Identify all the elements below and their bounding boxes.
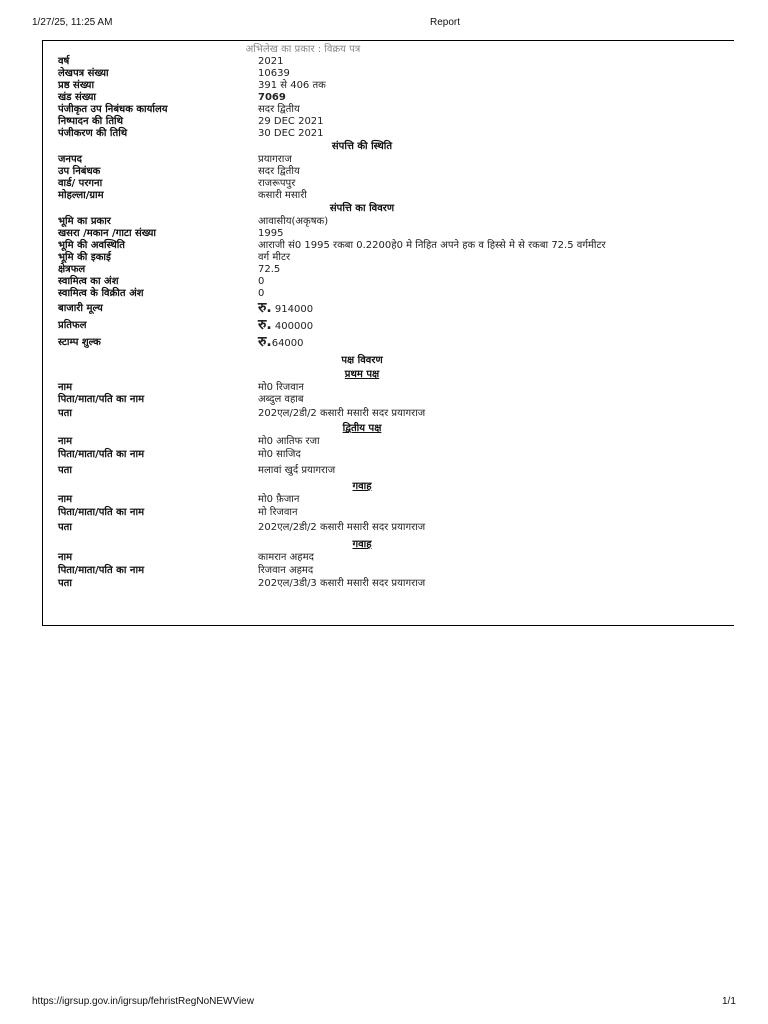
field-label: पंजीकृत उप निबंधक कार्यालय <box>58 104 168 115</box>
money-row <box>58 334 728 351</box>
field-value: सदर द्वितीय <box>258 166 300 177</box>
field-label: वार्ड/ परगना <box>58 178 103 189</box>
money-row <box>58 317 728 334</box>
party-row <box>58 564 728 578</box>
field-label: पिता/माता/पति का नाम <box>58 507 145 518</box>
details-row <box>58 264 728 276</box>
field-label: पंजीकरण की तिथि <box>58 128 128 139</box>
party-row <box>58 506 728 520</box>
field-value: 391 से 406 तक <box>258 80 326 91</box>
report-document <box>58 43 728 590</box>
field-label: क्षेत्रफल <box>58 264 86 275</box>
field-label: पता <box>58 522 72 533</box>
field-value: 202एल/2डी/2 कसारी मसारी सदर प्रयागराज <box>258 522 426 533</box>
field-value: 0 <box>258 276 265 287</box>
details-row <box>58 216 728 228</box>
field-label: प्रष्ठ संख्या <box>58 80 95 91</box>
field-label: प्रतिफल <box>58 320 87 331</box>
rupee-symbol: रु. <box>258 334 272 350</box>
location-heading: संपत्ति की स्थिति <box>331 141 393 152</box>
field-label: नाम <box>58 436 73 447</box>
deed-row <box>58 116 728 128</box>
details-row <box>58 228 728 240</box>
witness-first <box>58 480 728 536</box>
field-label: स्वामित्व का अंश <box>58 276 119 287</box>
field-label: पिता/माता/पति का नाम <box>58 449 145 460</box>
field-value: राजरूपपुर <box>258 178 296 189</box>
field-label: भूमि की अवस्थिति <box>58 240 125 251</box>
field-value: अब्दुल वहाब <box>258 394 304 405</box>
party-heading: द्वितीय पक्ष <box>342 423 382 434</box>
field-label: भूमि का प्रकार <box>58 216 111 227</box>
field-value: 2021 <box>258 56 284 67</box>
field-value: कामरान अहमद <box>258 552 314 563</box>
party-row <box>58 520 728 536</box>
field-label: पता <box>58 408 72 419</box>
consideration-value: 400000 <box>271 321 314 332</box>
field-value: मलावां खुर्द प्रयागराज <box>258 465 336 476</box>
market-value: 914000 <box>271 304 314 315</box>
field-value: वर्ग मीटर <box>258 252 291 263</box>
print-page-title: Report <box>430 17 461 28</box>
field-label: उप निबंधक <box>58 166 101 177</box>
print-page-count: 1/1 <box>722 996 736 1007</box>
details-heading: संपत्ति का विवरण <box>329 203 395 214</box>
field-label: पता <box>58 465 72 476</box>
field-value: मो0 आतिफ रजा <box>258 436 320 447</box>
field-value: मो0 साजिद <box>258 449 301 460</box>
witness-second <box>58 538 728 590</box>
party-row <box>58 578 728 590</box>
party-heading: गवाह <box>352 481 372 492</box>
field-label: निष्पादन की तिथि <box>58 116 123 127</box>
deed-section <box>58 56 728 140</box>
field-label: पिता/माता/पति का नाम <box>58 394 145 405</box>
party-row <box>58 494 728 506</box>
field-label: मोहल्ला/ग्राम <box>58 190 104 201</box>
field-label: स्टाम्प शुल्क <box>58 337 101 348</box>
field-value: मो0 फ़ैजान <box>258 494 300 505</box>
field-label: नाम <box>58 382 73 393</box>
party-first <box>58 368 728 422</box>
field-value: सदर द्वितीय <box>258 104 300 115</box>
deed-row <box>58 104 728 116</box>
stamp-duty-value: 64000 <box>271 338 304 349</box>
deed-row <box>58 128 728 140</box>
field-value: 1995 <box>258 228 284 239</box>
field-value: कसारी मसारी <box>258 190 307 201</box>
volume-number: 7069 <box>258 92 286 103</box>
field-value: 72.5 <box>258 264 281 275</box>
field-value: 202एल/3डी/3 कसारी मसारी सदर प्रयागराज <box>258 578 426 589</box>
field-value: आवासीय(अकृषक) <box>258 216 329 227</box>
field-label: वर्ष <box>58 56 70 67</box>
field-label: जनपद <box>58 154 82 165</box>
details-row <box>58 240 728 252</box>
party-row <box>58 462 728 480</box>
location-section <box>58 154 728 202</box>
party-row <box>58 552 728 564</box>
document-type-title: अभिलेख का प्रकार : विक्रय पत्र <box>245 44 361 55</box>
field-value: 30 DEC 2021 <box>258 128 324 139</box>
party-heading: गवाह <box>352 539 372 550</box>
parties-heading: पक्ष विवरण <box>341 355 383 366</box>
money-section <box>58 300 728 351</box>
field-label: लेखपत्र संख्या <box>58 68 109 79</box>
deed-row <box>58 56 728 68</box>
details-section <box>58 216 728 300</box>
print-url: https://igrsup.gov.in/igrsup/fehristRegNoNEWView <box>32 996 254 1007</box>
deed-row <box>58 68 728 80</box>
field-value: 202एल/2डी/2 कसारी मसारी सदर प्रयागराज <box>258 408 426 419</box>
rupee-symbol: रु. <box>258 317 272 333</box>
field-label: नाम <box>58 494 73 505</box>
details-row <box>58 288 728 300</box>
party-row <box>58 382 728 394</box>
location-row <box>58 178 728 190</box>
field-label: खंड संख्या <box>58 92 97 103</box>
field-label: भूमि की इकाई <box>58 252 111 263</box>
party-row <box>58 436 728 448</box>
field-label: खसरा /मकान /गाटा संख्या <box>58 228 157 239</box>
location-row <box>58 190 728 202</box>
party-second <box>58 422 728 480</box>
field-label: नाम <box>58 552 73 563</box>
rupee-symbol: रु. <box>258 300 272 316</box>
field-value: रिजवान अहमद <box>258 565 314 576</box>
field-value: मो0 रिजवान <box>258 382 304 393</box>
field-value: 29 DEC 2021 <box>258 116 324 127</box>
field-label: बाजारी मूल्य <box>58 303 103 314</box>
field-value: प्रयागराज <box>258 154 292 165</box>
money-row <box>58 300 728 317</box>
location-row <box>58 154 728 166</box>
field-label: स्वामित्व के विक्रीत अंश <box>58 288 144 299</box>
field-value: 10639 <box>258 68 290 79</box>
field-label: पिता/माता/पति का नाम <box>58 565 145 576</box>
party-row <box>58 394 728 406</box>
party-row <box>58 406 728 422</box>
details-row <box>58 276 728 288</box>
field-value: मो रिजवान <box>258 507 298 518</box>
party-row <box>58 448 728 462</box>
party-heading: प्रथम पक्ष <box>344 369 380 380</box>
deed-row <box>58 80 728 92</box>
location-row <box>58 166 728 178</box>
field-value: 0 <box>258 288 265 299</box>
field-value: आराजी सं0 1995 रकबा 0.2200हे0 मे निहित अपने हक व हिस्से मे से रकबा 72.5 वर्गमीटर <box>258 240 606 251</box>
details-row <box>58 252 728 264</box>
print-datetime: 1/27/25, 11:25 AM <box>32 17 113 28</box>
field-label: पता <box>58 578 72 589</box>
deed-row <box>58 92 728 104</box>
